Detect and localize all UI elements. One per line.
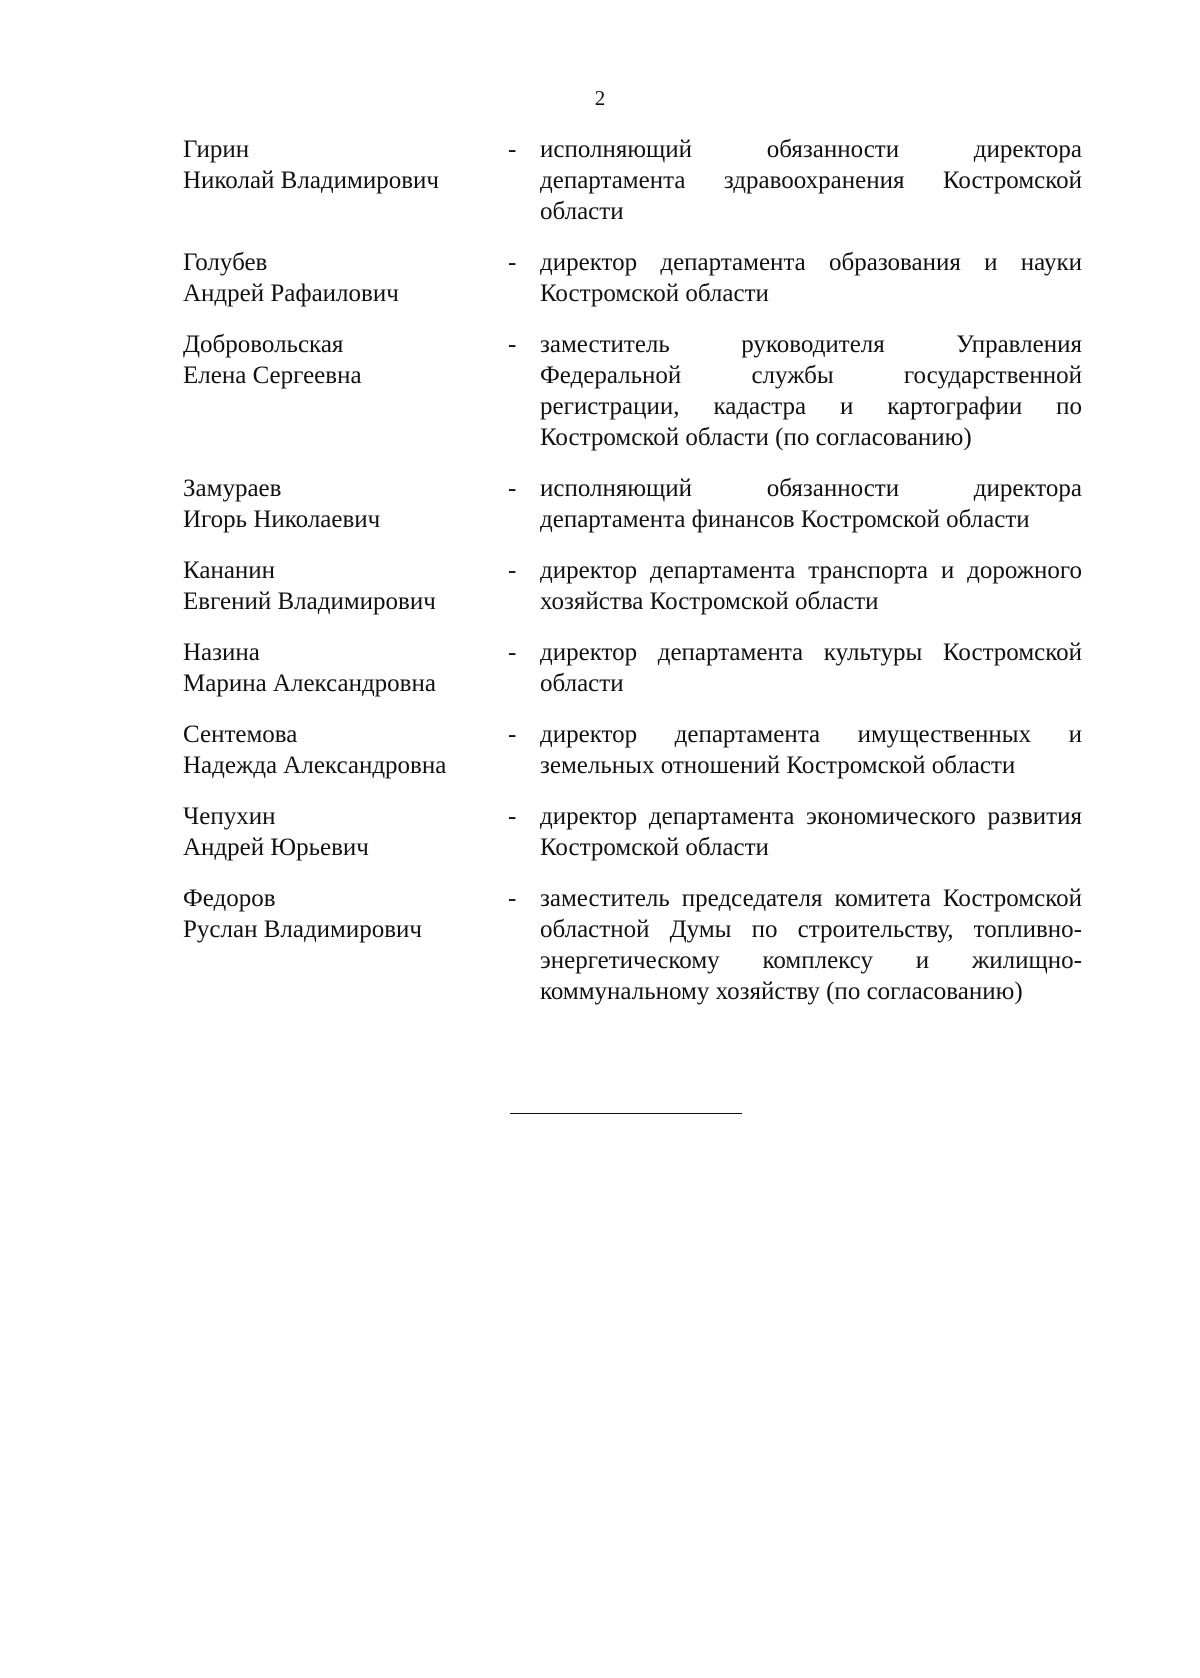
member-position: исполняющий обязанности директора департамента здравоохранения Костромской области bbox=[540, 136, 1082, 225]
member-given-names: Игорь Николаевич bbox=[183, 506, 381, 533]
member-name bbox=[183, 801, 508, 863]
member-name bbox=[183, 883, 508, 945]
member-given-names: Марина Александровна bbox=[183, 670, 436, 697]
member-surname: Федоров bbox=[183, 885, 276, 912]
member-given-names: Надежда Александровна bbox=[183, 752, 447, 779]
member-name bbox=[183, 637, 508, 699]
member-surname: Кананин bbox=[183, 557, 276, 584]
member-given-names: Андрей Рафаилович bbox=[183, 280, 399, 307]
member-surname: Голубев bbox=[183, 249, 268, 276]
member-position: заместитель председателя комитета Костромской областной Думы по строительству, топливно-энергетическому комплексу и жилищно-коммунальному хозяйству (по согласованию) bbox=[540, 885, 1082, 1005]
members-list bbox=[183, 134, 1083, 1007]
member-position: исполняющий обязанности директора департамента финансов Костромской области bbox=[540, 475, 1082, 533]
member-row bbox=[183, 329, 1083, 453]
member-position: директор департамента образования и науки Костромской области bbox=[540, 249, 1082, 307]
dash-separator: - bbox=[508, 639, 517, 666]
member-row bbox=[183, 247, 1083, 309]
member-row bbox=[183, 801, 1083, 863]
dash-separator: - bbox=[508, 557, 517, 584]
dash-separator: - bbox=[508, 803, 517, 830]
member-position: директор департамента транспорта и дорожного хозяйства Костромской области bbox=[540, 557, 1082, 615]
member-row bbox=[183, 637, 1083, 699]
member-position: директор департамента имущественных и земельных отношений Костромской области bbox=[540, 721, 1082, 779]
member-surname: Сентемова bbox=[183, 721, 298, 748]
member-given-names: Евгений Владимирович bbox=[183, 588, 436, 615]
member-surname: Назина bbox=[183, 639, 260, 666]
member-position: заместитель руководителя Управления Федеральной службы государственной регистрации, кадастра и картографии по Костромской области (по согласованию) bbox=[540, 331, 1082, 451]
dash-separator: - bbox=[508, 136, 517, 163]
member-position: директор департамента культуры Костромской области bbox=[540, 639, 1082, 697]
member-given-names: Андрей Юрьевич bbox=[183, 834, 369, 861]
member-row bbox=[183, 883, 1083, 1007]
dash-separator: - bbox=[508, 721, 517, 748]
member-name bbox=[183, 555, 508, 617]
dash-separator: - bbox=[508, 331, 517, 358]
member-given-names: Николай Владимирович bbox=[183, 167, 439, 194]
page-number: 2 bbox=[594, 86, 606, 110]
member-position: директор департамента экономического развития Костромской области bbox=[540, 803, 1082, 861]
member-name bbox=[183, 473, 508, 535]
member-name bbox=[183, 134, 508, 196]
member-given-names: Руслан Владимирович bbox=[183, 916, 423, 943]
member-row bbox=[183, 719, 1083, 781]
member-name bbox=[183, 719, 508, 781]
member-name bbox=[183, 247, 508, 309]
member-row bbox=[183, 555, 1083, 617]
closing-rule bbox=[510, 1113, 742, 1114]
member-given-names: Елена Сергеевна bbox=[183, 362, 362, 389]
dash-separator: - bbox=[508, 249, 517, 276]
member-name bbox=[183, 329, 508, 391]
member-surname: Чепухин bbox=[183, 803, 276, 830]
member-surname: Замураев bbox=[183, 475, 282, 502]
member-surname: Добровольская bbox=[183, 331, 344, 358]
dash-separator: - bbox=[508, 885, 517, 912]
member-row bbox=[183, 134, 1083, 227]
dash-separator: - bbox=[508, 475, 517, 502]
member-row bbox=[183, 473, 1083, 535]
member-surname: Гирин bbox=[183, 136, 250, 163]
